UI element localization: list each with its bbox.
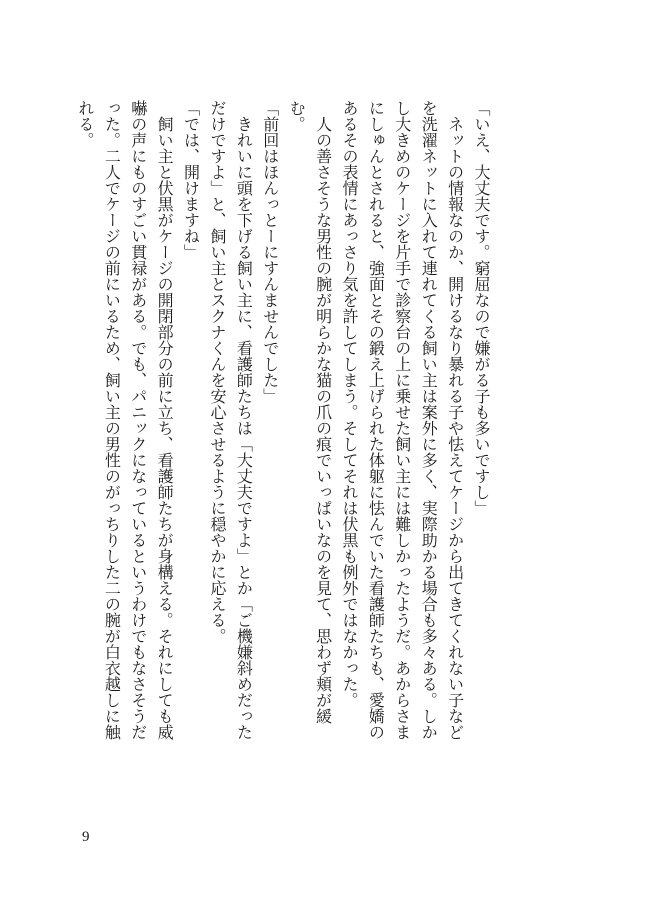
page-number: 9 xyxy=(82,829,90,845)
paragraph-narration-4: 飼い主と伏黒がケージの開閉部分の前に立ち、看護師たちが身構える。それにしても威嚇の声にものすごい貫禄がある。でも、パニックになっているというわけでもなさそうだった。二人でケージの前にいるため、飼い主の男性のがっちりした二の腕が白衣越しに触れる。 xyxy=(75,100,175,740)
vertical-text-body xyxy=(74,100,494,740)
paragraph-dialogue-2: 「前回はほんっとーにすんませんでした」 xyxy=(260,100,280,404)
paragraph-dialogue-3: 「では、開けますね」 xyxy=(181,100,201,260)
paragraph-dialogue-1: 「いえ、大丈夫です。窮屈なので嫌がる子も多いですし」 xyxy=(472,100,491,516)
paragraph-narration-2: 人の善さそうな男性の腕が明らかな猫の爪の痕でいっぱいなのを見て、思わず頬が緩む。 xyxy=(287,100,333,724)
paragraph-narration-3: きれいに頭を下げる飼い主に、看護師たちは「大丈夫ですよ」とか「ご機嫌斜めだっただけですよ」と、飼い主とスクナくんを安心させるように穏やかに応える。 xyxy=(207,100,254,740)
paragraph-narration-1: ネットの情報なのか、開けるなり暴れる子や怯えてケージから出てきてくれない子などを洗濯ネットに入れて連れてくる飼い主は案外に多く、実際助かる場合も多々ある。しかし大きめのケージを片手で診察台の上に乗せた飼い主には難しかったようだ。あからさまにしゅんとされると、強面とその鍛え上げられた体躯に怯んでいた看護師たちも、愛嬌のあるその表情にあっさり気を許してしまう。そしてそれは伏黒も例外ではなかった。 xyxy=(339,100,465,740)
